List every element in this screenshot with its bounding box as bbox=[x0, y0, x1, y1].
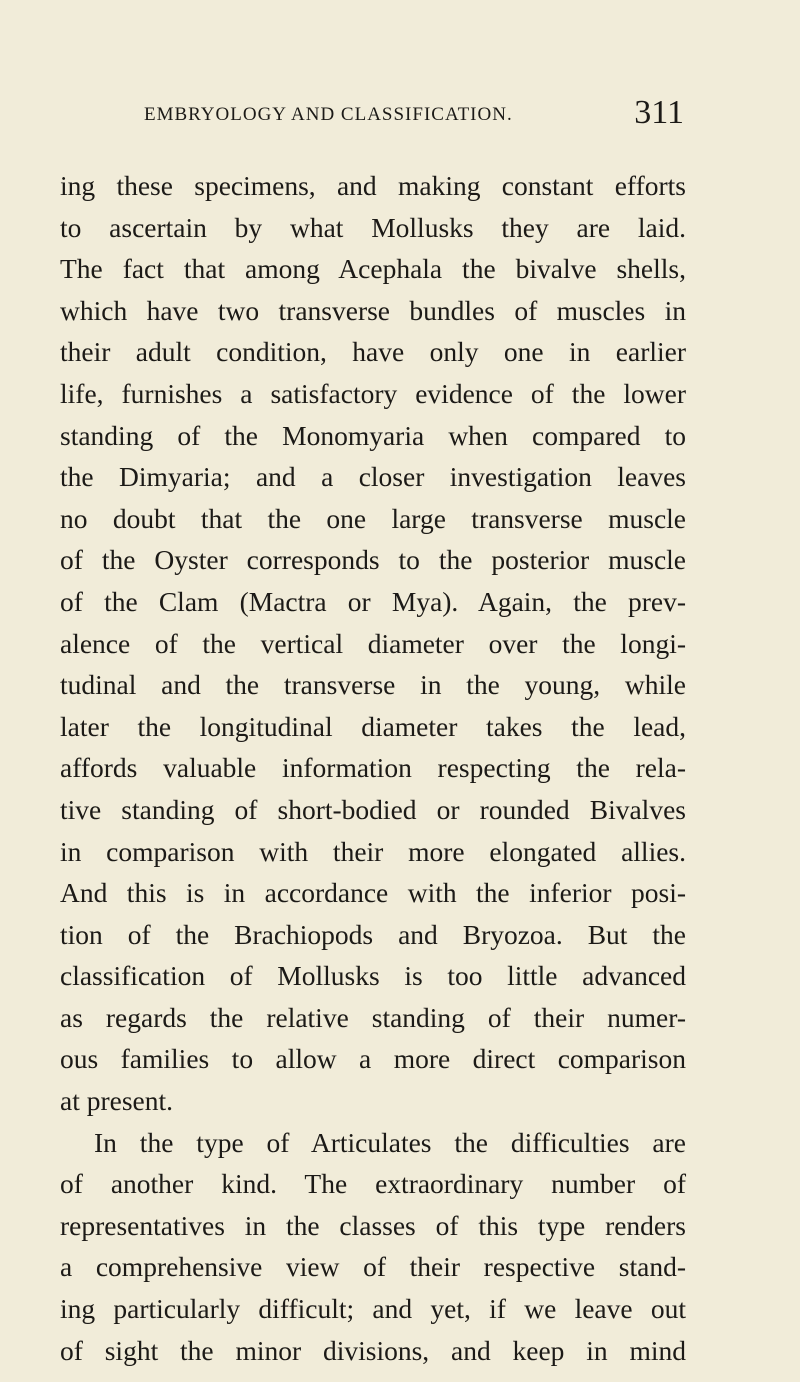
text-line: The fact that among Acephala the bivalve shells, bbox=[60, 253, 686, 285]
text-line: to ascertain by what Mollusks they are laid. bbox=[60, 211, 686, 243]
text-line: the Dimyaria; and a closer investigation leaves bbox=[60, 461, 686, 493]
text-line: life, furnishes a satisfactory evidence of the lower bbox=[60, 377, 686, 409]
body-text bbox=[60, 165, 686, 1371]
text-line: in comparison with their more elongated allies. bbox=[60, 835, 686, 867]
text-line: of another kind. The extraordinary number of bbox=[60, 1168, 686, 1200]
text-line: classification of Mollusks is too little advanced bbox=[60, 960, 686, 992]
text-line: affords valuable information respecting the rela- bbox=[60, 752, 686, 784]
text-line: a comprehensive view of their respective stand- bbox=[60, 1251, 686, 1283]
text-line: which have two transverse bundles of muscles in bbox=[60, 294, 686, 326]
text-line: no doubt that the one large transverse muscle bbox=[60, 502, 686, 534]
text-line: tudinal and the transverse in the young, while bbox=[60, 669, 686, 701]
text-line: ing these specimens, and making constant efforts bbox=[60, 170, 686, 201]
text-line: their adult condition, have only one in earlier bbox=[60, 336, 686, 368]
running-head bbox=[144, 94, 684, 140]
text-line: later the longitudinal diameter takes the lead, bbox=[60, 710, 686, 742]
running-title: EMBRYOLOGY AND CLASSIFICATION. bbox=[144, 104, 513, 125]
text-line: And this is in accordance with the inferior posi- bbox=[60, 877, 686, 909]
paragraph-last-line: at present. bbox=[60, 1085, 174, 1117]
text-line: standing of the Monomyaria when compared to bbox=[60, 419, 686, 451]
text-line: alence of the vertical diameter over the longi- bbox=[60, 627, 686, 659]
page-number: 311 bbox=[634, 94, 684, 131]
paragraph-first-line: In the type of Articulates the difficulties are bbox=[94, 1126, 686, 1158]
text-line: tion of the Brachiopods and Bryozoa. But the bbox=[60, 918, 686, 950]
text-line: as regards the relative standing of their numer- bbox=[60, 1001, 686, 1033]
text-line: ing particularly difficult; and yet, if we leave out bbox=[60, 1293, 686, 1325]
text-line: ous families to allow a more direct comparison bbox=[60, 1043, 686, 1075]
text-line: of sight the minor divisions, and keep in mind bbox=[60, 1334, 686, 1366]
text-line: of the Oyster corresponds to the posterior muscle bbox=[60, 544, 686, 576]
text-line: of the Clam (Mactra or Mya). Again, the prev- bbox=[60, 585, 686, 617]
text-line: representatives in the classes of this type renders bbox=[60, 1209, 686, 1241]
text-line: tive standing of short-bodied or rounded Bivalves bbox=[60, 793, 686, 825]
